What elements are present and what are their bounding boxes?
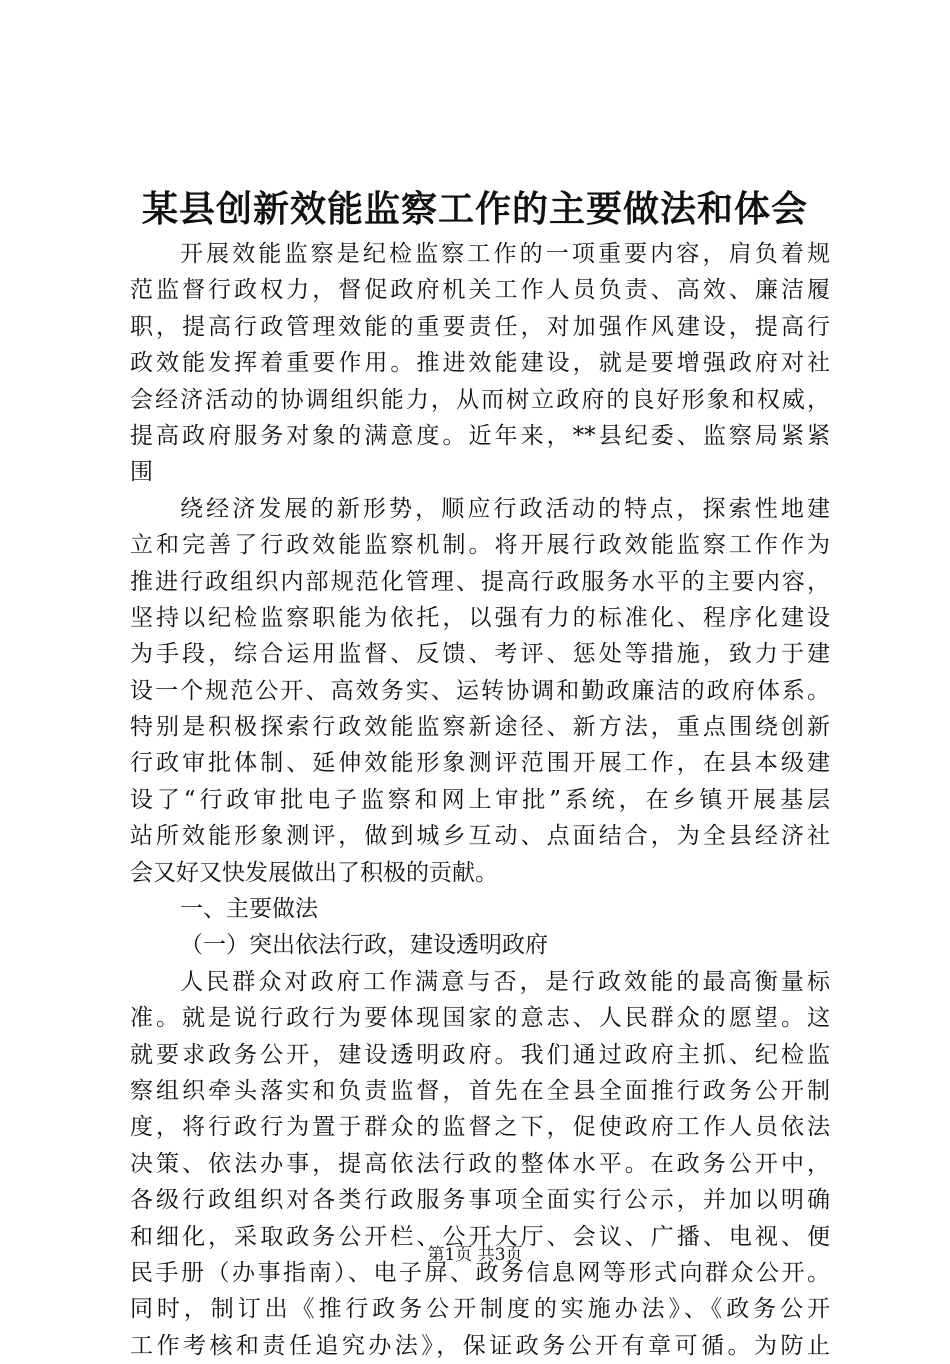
text-line: 围 [130, 459, 153, 486]
document-body [130, 236, 830, 1364]
text-line: 坚持以纪检监察职能为依托，以强有力的标准化、程序化建设 [130, 604, 830, 631]
text-line: 行政审批体制、延伸效能形象测评范围开展工作，在县本级建 [130, 750, 830, 777]
text-line: 设一个规范公开、高效务实、运转协调和勤政廉洁的政府体系。 [130, 677, 830, 704]
text-line: 同时，制订出《推行政务公开制度的实施办法》、《政务公开 [130, 1296, 830, 1323]
text-line: 和细化，采取政务公开栏、公开大厅、会议、广播、电视、便 [130, 1223, 830, 1250]
text-line: 政效能发挥着重要作用。推进效能建设，就是要增强政府对社 [130, 350, 830, 377]
text-line: 为手段，综合运用监督、反馈、考评、惩处等措施，致力于建 [130, 641, 830, 668]
subsection-heading: （一）突出依法行政，建设透明政府 [180, 932, 548, 959]
text-line: 设了“行政审批电子监察和网上审批”系统，在乡镇开展基层 [130, 786, 830, 813]
text-line: 提高政府服务对象的满意度。近年来，**县纪委、监察局紧紧 [130, 422, 830, 449]
text-line: 开展效能监察是纪检监察工作的一项重要内容，肩负着规 [180, 241, 830, 267]
text-line: 站所效能形象测评，做到城乡互动、点面结合，为全县经济社 [130, 823, 830, 850]
text-line: 立和完善了行政效能监察机制。将开展行政效能监察工作作为 [130, 532, 830, 559]
text-line: 推进行政组织内部规范化管理、提高行政服务水平的主要内容， [130, 568, 830, 595]
text-line: 察组织牵头落实和负责监督，首先在全县全面推行政务公开制 [130, 1077, 830, 1104]
text-line: 工作考核和责任追究办法》，保证政务公开有章可循。为防止 [130, 1332, 830, 1359]
text-line: 就要求政务公开，建设透明政府。我们通过政府主抓、纪检监 [130, 1041, 830, 1068]
text-line: 决策、依法办事，提高依法行政的整体水平。在政务公开中， [130, 1150, 830, 1177]
text-line: 绕经济发展的新形势，顺应行政活动的特点，探索性地建 [180, 495, 830, 522]
text-line: 准。就是说行政行为要体现国家的意志、人民群众的愿望。这 [130, 1005, 830, 1032]
text-line: 职，提高行政管理效能的重要责任，对加强作风建设，提高行 [130, 313, 830, 340]
document-title: 某县创新效能监察工作的主要做法和体会 [141, 189, 808, 230]
page-footer: 第1页 共3页 [427, 1245, 523, 1265]
text-line: 人民群众对政府工作满意与否，是行政效能的最高衡量标 [180, 968, 830, 995]
text-line: 范监督行政权力，督促政府机关工作人员负责、高效、廉洁履 [130, 277, 830, 304]
section-heading: 一、主要做法 [180, 896, 318, 923]
text-line: 度，将行政行为置于群众的监督之下，促使政府工作人员依法 [130, 1114, 830, 1141]
text-line: 会经济活动的协调组织能力，从而树立政府的良好形象和权威， [130, 386, 830, 413]
text-line: 特别是积极探索行政效能监察新途径、新方法，重点围绕创新 [130, 714, 830, 741]
text-line: 民手册（办事指南）、电子屏、政务信息网等形式向群众公开。 [130, 1259, 830, 1286]
text-line: 各级行政组织对各类行政服务事项全面实行公示，并加以明确 [130, 1187, 830, 1214]
text-line: 会又好又快发展做出了积极的贡献。 [130, 859, 498, 886]
